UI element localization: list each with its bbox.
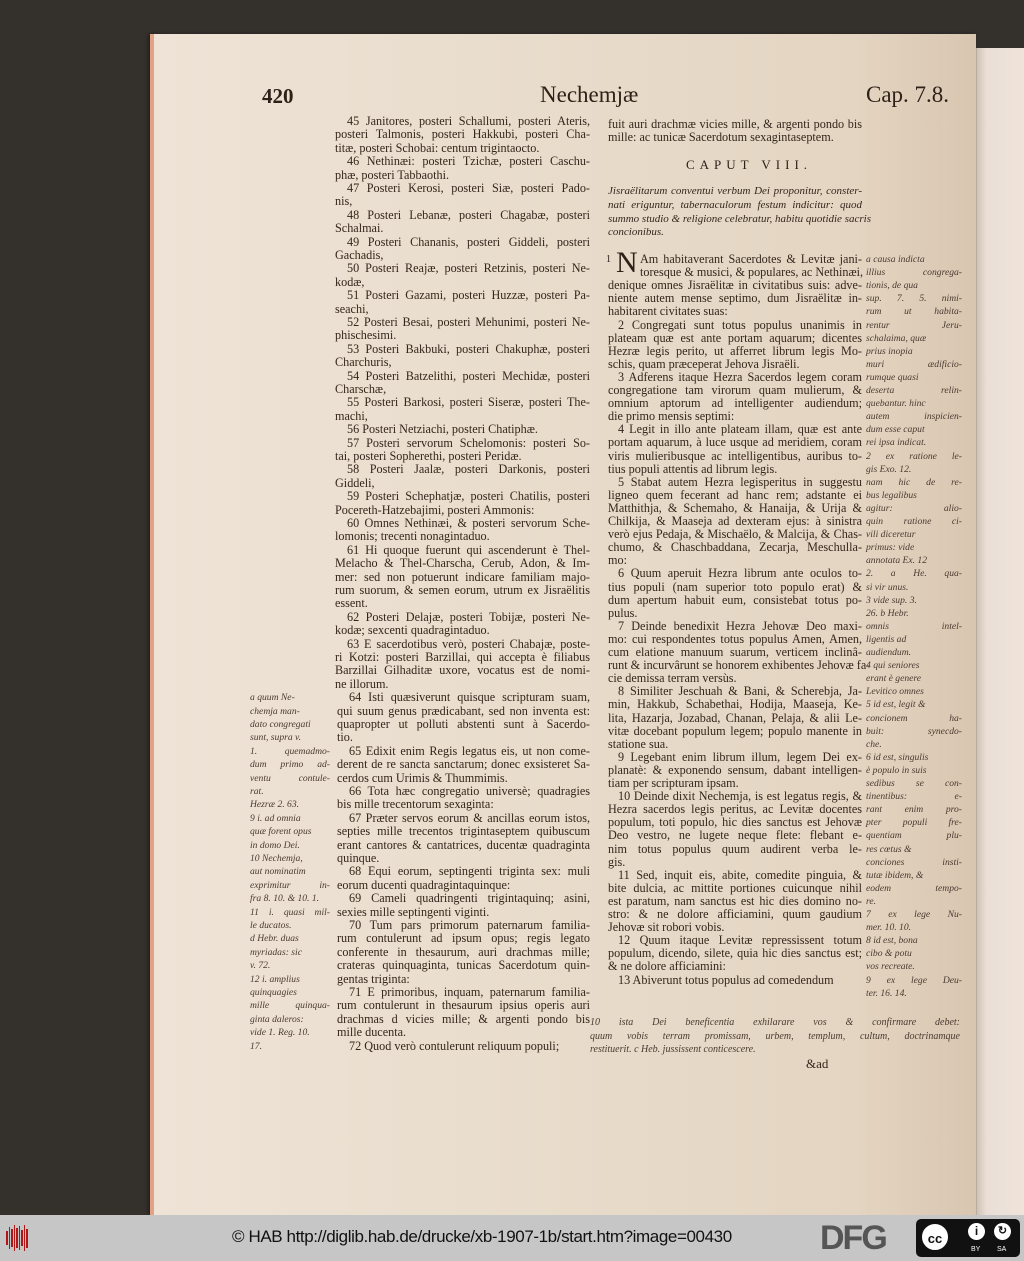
margin-note: 26. b Hebr. xyxy=(866,607,909,619)
text-line: 11 Sed, inquit eis, abite, comedite pinguia, & xyxy=(618,867,862,882)
margin-note: cibo & potu xyxy=(866,948,912,960)
text-line: statione sua. xyxy=(608,736,669,751)
cc-icon: cc xyxy=(920,1222,950,1252)
margin-note: 10 Nechemja, xyxy=(250,853,303,864)
chapter-heading: CAPUT VIII. xyxy=(686,157,813,172)
margin-note: ginta daleros: xyxy=(250,1013,304,1025)
text-line: 6 Quum aperuit Hezra librum ante oculos to- xyxy=(618,566,862,581)
text-line: rum contulerunt in thesaurum ipsius operis auri xyxy=(337,998,590,1013)
text-line: mo: cui respondentes totus populus Amen, Amen, xyxy=(608,631,862,646)
text-line: 7 Deinde benedixit Hezra Jehovæ Deo maxi- xyxy=(618,618,862,633)
text-line: septies mille trecentos trigintaseptem quibuscum xyxy=(337,824,590,839)
text-line: 2 Congregati sunt totus populus unanimis in xyxy=(618,317,862,332)
text-line: 49 Posteri Chananis, posteri Giddeli, posteri xyxy=(347,234,590,249)
margin-note: 2 ex ratione le- xyxy=(866,450,962,462)
cc-by-sa-badge[interactable] xyxy=(916,1219,1020,1257)
margin-note: autem inspicien- xyxy=(866,411,962,423)
text-line: niente autem mense septimo, dum Jisraëlitæ in- xyxy=(608,291,862,306)
margin-note: bus legalibus xyxy=(866,489,917,501)
text-line: mer: sed non potuerunt indicare familiam majo- xyxy=(335,569,590,584)
text-line: nis, xyxy=(335,194,353,209)
text-line: Charschæ, xyxy=(335,382,387,396)
text-line: 61 Hi quoque fuerunt qui ascenderunt è Thel- xyxy=(347,542,590,557)
text-line: qui suum genus prædicabant, sed non inventa est: xyxy=(337,703,590,718)
text-line: rum contulerunt ad ipsum opus; regis legato xyxy=(337,931,590,946)
text-line: & ne dolore afficiamini: xyxy=(608,959,726,974)
margin-note: dum esse caput xyxy=(866,424,925,436)
margin-note: d Hebr. duas xyxy=(250,933,299,945)
text-line: seachi, xyxy=(335,301,369,316)
text-line: 45 Janitores, posteri Schallumi, posteri Ateris, xyxy=(347,114,590,128)
margin-note: sup. 7. 5. nimi- xyxy=(866,293,962,305)
margin-note: a causa indicta xyxy=(866,254,925,265)
text-line: drachmas d vicies mille; & argenti pondo bis xyxy=(337,1011,590,1026)
text-line: verò ejus Pedaja, & Mischaëlo, & Malcija, & Chas- xyxy=(608,527,862,542)
margin-note: sedibus se con- xyxy=(866,778,962,789)
margin-note: quin ratione ci- xyxy=(866,516,962,527)
margin-note: tutæ ibidem, & xyxy=(866,869,924,881)
margin-note: 3 vide sup. 3. xyxy=(866,594,917,606)
margin-note: Levitico omnes xyxy=(866,686,924,698)
text-line: quapropter ut polluti abstenti sunt à Sacerdo- xyxy=(337,717,590,731)
margin-note: fra 8. 10. & 10. 1. xyxy=(250,893,320,905)
text-line: 63 E sacerdotibus verò, posteri Chabajæ, poste- xyxy=(347,636,590,651)
text-line: 58 Posteri Jaalæ, posteri Darkonis, posteri xyxy=(347,462,590,477)
text-line: Pocereth-Hatzebajimi, posteri Ammonis: xyxy=(335,502,535,517)
text-line: 70 Tum pars primorum paternarum familia- xyxy=(349,918,590,932)
chapter-summary-line: summo studio & religione celebratur, habitu quotidie sacris xyxy=(608,212,871,225)
margin-note: conciones insti- xyxy=(866,856,962,868)
margin-note: quæ forent opus xyxy=(250,826,312,838)
margin-note: ter. 16. 14. xyxy=(866,987,907,999)
margin-note: v. 72. xyxy=(250,960,271,972)
text-line: 62 Posteri Delajæ, posteri Tobijæ, posteri Ne- xyxy=(347,609,590,624)
hab-logo-icon xyxy=(6,1225,28,1251)
text-line: Giddeli, xyxy=(335,475,375,490)
text-line: lomonis; trecenti nonagintaduo. xyxy=(335,529,490,544)
text-line: posteri Talmonis, posteri Hakkubi, posteri Cha- xyxy=(335,127,590,142)
text-line: 69 Cameli quadringenti trigintaquinq; asini, xyxy=(349,891,590,906)
text-line: Jehovæ sit robori vobis. xyxy=(608,920,725,935)
margin-note: schalaima, quæ xyxy=(866,332,927,344)
chapter-reference: Cap. 7.8. xyxy=(866,82,950,107)
margin-note: annotata Ex. 12 xyxy=(866,555,928,567)
text-line: Hezra sacerdos legis peritus, ac Levitæ docentes xyxy=(608,802,862,817)
margin-note: mer. 10. 10. xyxy=(866,922,912,934)
margin-note: Hezræ 2. 63. xyxy=(250,799,300,811)
margin-note: dum primo ad- xyxy=(250,759,330,771)
margin-note: chemja man- xyxy=(250,705,300,717)
margin-note: prius inopia xyxy=(866,345,913,357)
text-line: derent de re sancta sanctarum; donec exsisteret Sa- xyxy=(337,757,590,772)
text-line: erant cantores & cantatrices, ducentæ quadraginta xyxy=(337,837,590,852)
chapter-summary-line: Jisraëlitarum conventui verbum Dei proponitur, conster- xyxy=(608,185,862,197)
text-line: Hezræ legis perito, ut afferret librum legis Mo- xyxy=(608,343,862,358)
text-line: titæ, posteri Schobai: centum trigintaocto. xyxy=(335,140,540,155)
margin-note: audiendum. xyxy=(866,647,912,658)
margin-note: 8 id est, bona xyxy=(866,935,918,947)
text-line: nim totus populus quum audirent verba le- xyxy=(608,841,862,856)
text-line: 71 E primoribus, inquam, paternarum familia- xyxy=(349,985,590,999)
text-line: populum, dicendo, silete, quia hic dies sanctus est; xyxy=(608,946,862,961)
text-line: sexies mille septingenti viginti. xyxy=(337,904,490,919)
margin-note: rei ipsa indicat. xyxy=(866,437,927,449)
text-line: tiam per scripturam ipsam. xyxy=(608,776,739,790)
text-line: tio. xyxy=(337,730,353,745)
text-line: stro: & ne dolore afficiamini, quum gaudium xyxy=(608,907,862,921)
margin-note: illius congrega- xyxy=(866,267,962,279)
binding-edge xyxy=(976,48,1024,1215)
attribution-icon: i xyxy=(968,1223,985,1240)
margin-note: 4 qui seniores xyxy=(866,660,920,672)
text-line: omnium aptorum ad intelligenter audiendum; xyxy=(608,396,862,411)
catchword: &ad xyxy=(806,1056,829,1071)
text-line: 66 Tota hæc congregatio universè; quadragies xyxy=(349,784,590,798)
text-line: phischesimi. xyxy=(335,328,397,343)
margin-note: pter populi fre- xyxy=(866,817,962,829)
footnote-line: 10 ista Dei beneficentia exhilarare vos & confirmare debet: xyxy=(590,1017,960,1028)
margin-note: rentur Jeru- xyxy=(866,319,962,331)
text-line: habitarent civitates suas: xyxy=(608,304,728,319)
text-line: tai, posteri Sopherethi, posteri Peridæ. xyxy=(335,449,522,463)
text-line: kodæ; sexcenti quadragintaduo. xyxy=(335,623,490,638)
margin-note: vos recreate. xyxy=(866,961,915,973)
text-line: 65 Edixit enim Regis legatus eis, ut non come- xyxy=(349,743,590,758)
margin-note: si vir unus. xyxy=(866,581,909,593)
text-line: gis. xyxy=(608,854,626,869)
text-line: kodæ, xyxy=(335,274,365,289)
margin-note: myriadas: sic xyxy=(250,946,302,958)
text-line: bite dulcia, ac mittite portiones cuicunque nihil xyxy=(608,880,862,895)
margin-note: a quum Ne- xyxy=(250,692,295,704)
margin-note: 2. a He. qua- xyxy=(866,568,962,580)
margin-note: quebantur. hinc xyxy=(866,398,926,410)
text-line: phæ, posteri Tabbaothi. xyxy=(335,167,450,182)
text-line: 10 Deinde dixit Nechemja, is est legatus regis, & xyxy=(618,789,862,804)
margin-note: res cœtus & xyxy=(866,843,912,855)
dfg-logo: DFG xyxy=(820,1219,886,1257)
footnote-line: restituerit. c Heb. jussissent conticescere. xyxy=(590,1044,756,1055)
margin-note: agitur: alio- xyxy=(866,502,962,514)
page-number: 420 xyxy=(262,84,294,108)
footnote-line: quum vobis terram promissam, urbem, templum, cultum, doctrinamque xyxy=(590,1030,960,1042)
text-line: 72 Quod verò contulerunt reliquum populi; xyxy=(349,1038,560,1053)
margin-note: rant enim pro- xyxy=(866,804,962,816)
sa-label: SA xyxy=(997,1246,1007,1253)
text-line: cerdos cum Urimis & Thummimis. xyxy=(337,770,508,785)
text-line: conferente in thesaurum, auri drachmas mille; xyxy=(337,944,590,959)
text-line: chumo, & Chaschbaddana, Zecarja, Meschulla- xyxy=(608,540,862,555)
margin-note: è populo in suis xyxy=(866,764,927,776)
text-line: fuit auri drachmæ vicies mille, & argenti pondo bis xyxy=(608,117,862,131)
copyright-link[interactable]: © HAB http://diglib.hab.de/drucke/xb-1907-1b/start.htm?image=00430 xyxy=(232,1227,732,1246)
text-line: cum elatione manuum suarum, verticem inclinâ- xyxy=(608,645,862,659)
text-line: Deo vestro, ne lugete neque flete: flebant e- xyxy=(608,828,862,843)
text-line: machi, xyxy=(335,408,368,423)
margin-note: aut nominatim xyxy=(250,866,306,878)
text-line: gentas triginta: xyxy=(337,971,410,986)
margin-note: 1. quemadmo- xyxy=(250,745,330,757)
text-line: mille ducenta. xyxy=(337,1025,407,1040)
margin-note: rat. xyxy=(250,786,264,797)
margin-note: rum ut habita- xyxy=(866,306,962,318)
margin-note: 9 i. ad omnia xyxy=(250,812,301,824)
margin-note: deserta relin- xyxy=(866,385,962,396)
text-line: tius populi attentis ad librum legis. xyxy=(608,461,778,476)
text-line: mo: xyxy=(608,553,627,568)
margin-note: mille quinqua- xyxy=(250,1000,330,1012)
text-line: populum, toti populo, hic dies sanctus est Jehovæ xyxy=(608,815,862,830)
text-line: portam aquarum, à luce usque ad meridiem, coram xyxy=(608,435,862,450)
drop-cap: N xyxy=(616,246,638,279)
margin-note: le ducatos. xyxy=(250,920,292,931)
text-line: Matthithja, & Schemaho, & Hanaija, & Urija & xyxy=(608,500,862,515)
text-line: 46 Nethinæi: posteri Tzichæ, posteri Caschu- xyxy=(347,154,590,169)
text-line: ligneo quem fecerant ad hanc rem; adstante ei xyxy=(608,487,862,502)
text-line: schis, quam præceperat Jehova Jisraëli. xyxy=(608,356,800,371)
text-line: 59 Posteri Schephatjæ, posteri Chatilis, posteri xyxy=(347,489,590,504)
text-line: 57 Posteri servorum Schelomonis: posteri So- xyxy=(347,435,590,450)
text-line: vitæ docebant populum legem; populo manente in xyxy=(608,723,862,738)
margin-note: exprimitur in- xyxy=(250,879,330,891)
margin-note: erant è genere xyxy=(866,673,922,685)
text-line: 50 Posteri Reajæ, posteri Retzinis, posteri Ne- xyxy=(347,261,590,276)
text-line: Gachadis, xyxy=(335,248,384,262)
margin-note: in domo Dei. xyxy=(250,839,300,851)
text-line: 3 Adferens itaque Hezra Sacerdos legem coram xyxy=(618,369,862,384)
share-alike-icon: ↻ xyxy=(994,1223,1011,1240)
text-line: Melacho & Thel-Charscha, Cerub, Adon, & Im- xyxy=(335,556,590,571)
margin-note: 12 i. amplius xyxy=(250,973,300,985)
text-line: pulus. xyxy=(608,605,638,620)
text-line: dum apertum habuit eum, consistebat totus po- xyxy=(608,592,862,607)
text-line: 12 Quum itaque Levitæ repressissent totum xyxy=(618,933,862,948)
footer-bar xyxy=(0,1215,1024,1261)
margin-note: omnis intel- xyxy=(866,620,962,632)
text-line: quinque. xyxy=(337,851,380,865)
text-line: Chilkija, & Maaseja ad dexteram ejus: à sinistra xyxy=(608,514,862,528)
text-line: essent. xyxy=(335,596,368,611)
text-line: Charchuris, xyxy=(335,355,392,370)
margin-note: 7 ex lege Nu- xyxy=(866,909,962,920)
text-line: est paratum, nam sanctus est hic dies domino no- xyxy=(608,893,862,908)
text-line: 47 Posteri Kerosi, posteri Siæ, posteri Pado- xyxy=(347,181,590,195)
text-line: planatè: & exponendo sensum, dabant intelligen- xyxy=(608,762,862,777)
text-line: Am habitaverant Sacerdotes & Levitæ jani- xyxy=(640,252,862,266)
margin-note: vide 1. Reg. 10. xyxy=(250,1027,310,1039)
text-line: 54 Posteri Batzelithi, posteri Mechidæ, posteri xyxy=(347,368,590,383)
margin-note: ventu contule- xyxy=(250,772,330,784)
text-line: 48 Posteri Lebanæ, posteri Chagabæ, posteri xyxy=(347,207,590,222)
text-line: ne illorum. xyxy=(335,676,389,691)
text-line: mille: ac tunicæ Sacerdotum sexagintaseptem. xyxy=(608,130,834,145)
margin-note: buit: synecdo- xyxy=(866,725,962,737)
text-line: 56 Posteri Netziachi, posteri Chatiphæ. xyxy=(347,422,538,437)
margin-note: dato congregati xyxy=(250,719,311,730)
text-line: toresque & musici, & populares, ac Nethinæi, xyxy=(640,265,864,280)
text-line: die primo mensis septimi: xyxy=(608,409,735,424)
text-line: 60 Omnes Nethinæi, & posteri servorum Sche- xyxy=(347,516,590,530)
margin-note: concionem ha- xyxy=(866,712,962,724)
text-line: cie demissa terram versùs. xyxy=(608,671,737,686)
margin-note: 9 ex lege Deu- xyxy=(866,974,962,986)
text-line: 55 Posteri Barkosi, posteri Siseræ, posteri The- xyxy=(347,395,590,410)
text-line: 9 Legebant enim librum illum, legem Dei ex- xyxy=(618,749,862,764)
margin-note: 11 i. quasi mil- xyxy=(250,906,330,918)
margin-note: tionis, de qua xyxy=(866,280,918,292)
text-line: 8 Similiter Jeschuah & Bani, & Scherebja, Ja- xyxy=(618,684,862,699)
text-line: congregatione tam virorum quam mulierum, & xyxy=(608,383,862,397)
text-line: lita, Hazarja, Jozabad, Chanan, Pelaja, & alii Le- xyxy=(608,710,862,725)
margin-note: ligentis ad xyxy=(866,633,907,645)
text-line: Barzillai Gilhaditæ uxore, vocatus est de nomi- xyxy=(335,663,590,678)
margin-note: re. xyxy=(866,895,877,907)
margin-note: muri ædificio- xyxy=(866,358,962,370)
text-line: crateras quinquaginta, tunicas Sacerdotum quin- xyxy=(337,958,590,973)
margin-note: 6 id est, singulis xyxy=(866,751,929,763)
text-line: rum suorum, & semen eorum, utrum ex Jisraëlitis xyxy=(335,583,590,597)
text-line: plateam quæ est ante portam aquarum; dicentes xyxy=(608,330,862,345)
text-line: min, Hakkub, Schabethai, Hodija, Maaseja, Ke- xyxy=(608,697,862,712)
text-line: ri Kotzi: posteri Barzillai, qui accepta è filiabus xyxy=(335,650,590,664)
margin-note: vili diceretur xyxy=(866,529,916,541)
margin-note: eodem tempo- xyxy=(866,882,962,894)
text-line: 52 Posteri Besai, posteri Mehunimi, posteri Ne- xyxy=(347,315,590,329)
text-line: tius populi (nam superior toto populo erat) & xyxy=(608,579,862,594)
text-line: 68 Equi eorum, septingenti triginta sex: muli xyxy=(349,864,590,879)
chapter-summary-line: concionibus. xyxy=(608,226,664,239)
text-line: 51 Posteri Gazami, posteri Huzzæ, posteri Pa- xyxy=(347,288,590,303)
chapter-summary-line: nati eriguntur, tabernaculorum festum indicitur: quod xyxy=(608,198,862,211)
text-line: 5 Stabat autem Hezra legisperitus in suggestu xyxy=(618,474,862,489)
margin-note: sunt, supra v. xyxy=(250,732,301,744)
by-label: BY xyxy=(971,1246,981,1253)
verse-number: 1 xyxy=(606,254,611,265)
text-line: denique omnes Jisraëlitæ in civitatibus suis: adve- xyxy=(608,278,862,293)
text-line: 13 Abiverunt totus populus ad comedendum xyxy=(618,972,834,987)
text-line: eorum ducenti quadragintaquinque: xyxy=(337,877,511,892)
text-line: viris mulieribusque ac intelligentibus, auribus to- xyxy=(608,448,862,463)
margin-note: primus: vide xyxy=(866,542,915,554)
text-line: Schalmai. xyxy=(335,221,384,236)
margin-note: quinquagies xyxy=(250,987,297,998)
text-line: 53 Posteri Bakbuki, posteri Chakuphæ, posteri xyxy=(347,341,590,356)
margin-note: rumque quasi xyxy=(866,371,919,383)
running-title: Nechemjæ xyxy=(540,82,639,107)
text-line: 4 Legit in illo ante plateam illam, quæ est ante xyxy=(618,422,862,437)
text-line: runt & incurvârunt se honorem exhibentes Jehovæ fa- xyxy=(608,658,871,673)
margin-note: che. xyxy=(866,738,882,750)
text-line: bis mille trecentorum sexaginta: xyxy=(337,797,494,812)
margin-note: nam hic de re- xyxy=(866,476,962,488)
margin-note: 17. xyxy=(250,1040,262,1052)
text-line: 67 Præter servos eorum & ancillas eorum istos, xyxy=(349,810,590,825)
margin-note: gis Exo. 12. xyxy=(866,463,912,475)
margin-note: tinentibus: e- xyxy=(866,791,962,803)
margin-note: quentiam plu- xyxy=(866,830,962,842)
margin-note: 5 id est, legit & xyxy=(866,699,926,711)
text-line: 64 Isti quæsiverunt quisque scripturam suam, xyxy=(349,690,590,705)
